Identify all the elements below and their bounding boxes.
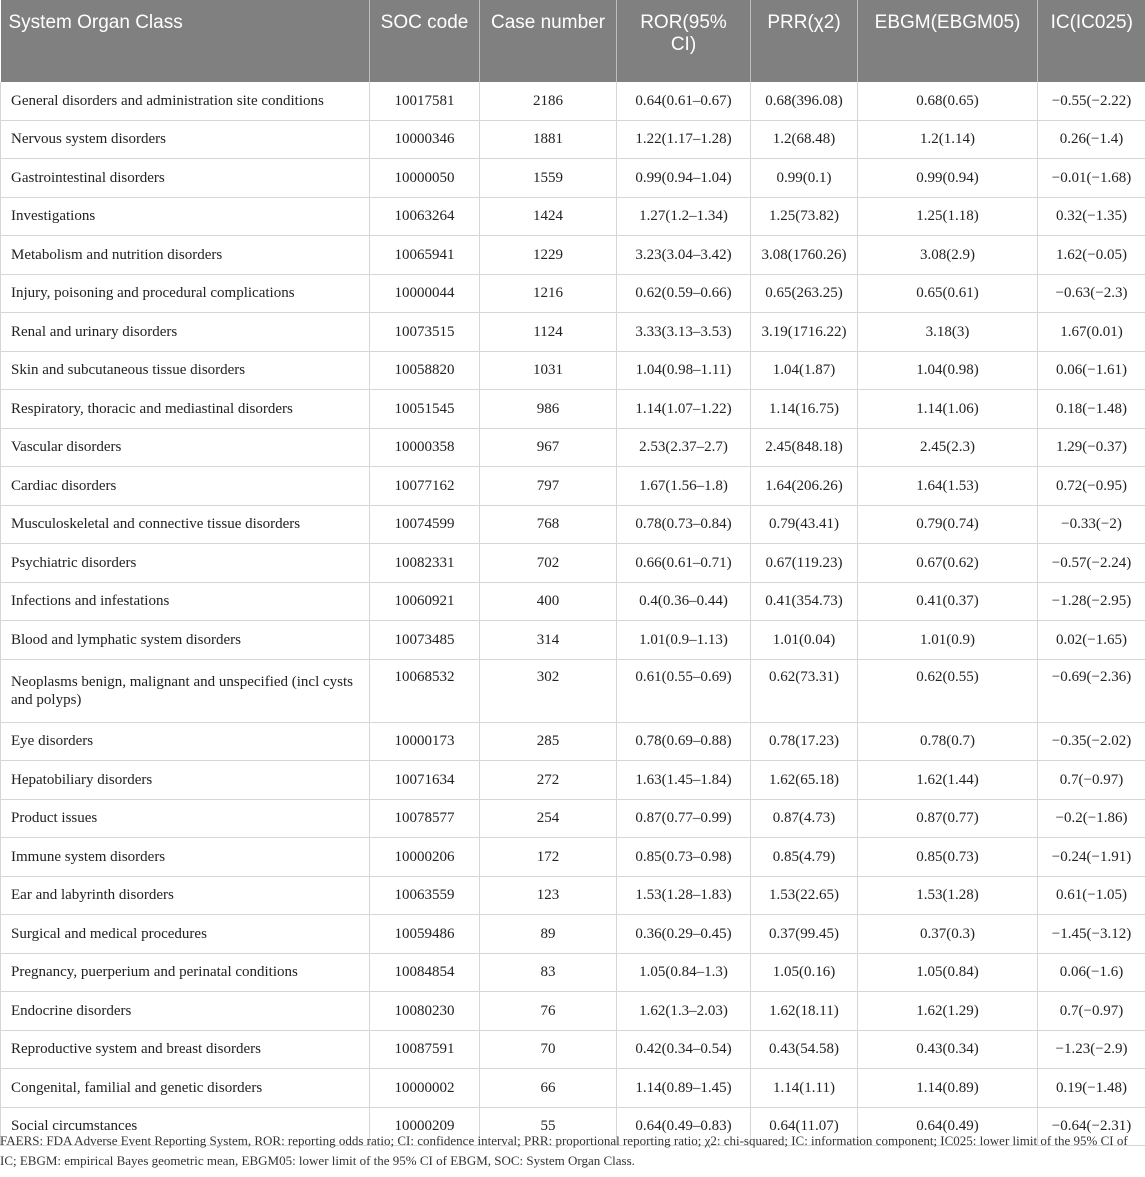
soc-name-cell: Musculoskeletal and connective tissue disorders (1, 505, 370, 544)
soc-name-cell: Infections and infestations (1, 582, 370, 621)
ic-cell: 0.26(−1.4) (1038, 120, 1145, 159)
soc-code-cell: 10059486 (370, 915, 480, 954)
table-row (1, 467, 1145, 506)
ic-cell: −1.23(−2.9) (1038, 1030, 1145, 1069)
table-body (1, 82, 1145, 1146)
ic-cell: −0.63(−2.3) (1038, 274, 1145, 313)
soc-code-cell: 10078577 (370, 799, 480, 838)
prr-cell: 1.05(0.16) (751, 953, 858, 992)
case-number-cell: 70 (480, 1030, 617, 1069)
ebgm-cell: 0.85(0.73) (858, 838, 1038, 877)
ic-cell: 0.02(−1.65) (1038, 621, 1145, 660)
table-row (1, 876, 1145, 915)
soc-name-cell: Surgical and medical procedures (1, 915, 370, 954)
soc-name-cell: Injury, poisoning and procedural complications (1, 274, 370, 313)
ebgm-cell: 0.78(0.7) (858, 722, 1038, 761)
ebgm-cell: 0.99(0.94) (858, 159, 1038, 198)
soc-name-cell: Ear and labyrinth disorders (1, 876, 370, 915)
soc-name-cell: General disorders and administration site conditions (1, 82, 370, 120)
table-row (1, 761, 1145, 800)
ebgm-cell: 3.08(2.9) (858, 236, 1038, 275)
header-row (1, 0, 1145, 82)
ic-cell: −0.33(−2) (1038, 505, 1145, 544)
ebgm-cell: 0.62(0.55) (858, 659, 1038, 722)
soc-name-cell: Reproductive system and breast disorders (1, 1030, 370, 1069)
prr-cell: 3.19(1716.22) (751, 313, 858, 352)
case-number-cell: 272 (480, 761, 617, 800)
case-number-cell: 2186 (480, 82, 617, 120)
ror-cell: 1.53(1.28–1.83) (617, 876, 751, 915)
case-number-cell: 1424 (480, 197, 617, 236)
case-number-cell: 702 (480, 544, 617, 583)
ic-cell: −0.57(−2.24) (1038, 544, 1145, 583)
case-number-cell: 55 (480, 1107, 617, 1146)
soc-code-cell: 10074599 (370, 505, 480, 544)
ebgm-cell: 1.04(0.98) (858, 351, 1038, 390)
table-row (1, 120, 1145, 159)
soc-code-cell: 10000044 (370, 274, 480, 313)
soc-name-cell: Neoplasms benign, malignant and unspecified (incl cysts and polyps) (1, 659, 370, 722)
ebgm-cell: 2.45(2.3) (858, 428, 1038, 467)
soc-code-cell: 10017581 (370, 82, 480, 120)
header-ebgm: EBGM(EBGM05) (858, 0, 1038, 82)
soc-code-cell: 10071634 (370, 761, 480, 800)
header-prr: PRR(χ2) (751, 0, 858, 82)
ic-cell: −0.01(−1.68) (1038, 159, 1145, 198)
ebgm-cell: 1.53(1.28) (858, 876, 1038, 915)
soc-name-cell: Investigations (1, 197, 370, 236)
ic-cell: 1.29(−0.37) (1038, 428, 1145, 467)
table-row (1, 390, 1145, 429)
ic-cell: 0.72(−0.95) (1038, 467, 1145, 506)
case-number-cell: 967 (480, 428, 617, 467)
table-row (1, 1030, 1145, 1069)
prr-cell: 1.62(18.11) (751, 992, 858, 1031)
ebgm-cell: 0.79(0.74) (858, 505, 1038, 544)
ebgm-cell: 0.67(0.62) (858, 544, 1038, 583)
case-number-cell: 1881 (480, 120, 617, 159)
soc-code-cell: 10000209 (370, 1107, 480, 1146)
ror-cell: 0.78(0.69–0.88) (617, 722, 751, 761)
header-system-organ-class: System Organ Class (1, 0, 370, 82)
soc-name-cell: Gastrointestinal disorders (1, 159, 370, 198)
soc-name-cell: Social circumstances (1, 1107, 370, 1146)
soc-code-cell: 10084854 (370, 953, 480, 992)
ror-cell: 3.33(3.13–3.53) (617, 313, 751, 352)
ic-cell: −0.69(−2.36) (1038, 659, 1145, 722)
prr-cell: 0.67(119.23) (751, 544, 858, 583)
ebgm-cell: 1.64(1.53) (858, 467, 1038, 506)
soc-name-cell: Eye disorders (1, 722, 370, 761)
header-case-number: Case number (480, 0, 617, 82)
soc-name-cell: Metabolism and nutrition disorders (1, 236, 370, 275)
ebgm-cell: 0.68(0.65) (858, 82, 1038, 120)
ror-cell: 0.61(0.55–0.69) (617, 659, 751, 722)
ebgm-cell: 1.62(1.44) (858, 761, 1038, 800)
ic-cell: 0.7(−0.97) (1038, 761, 1145, 800)
ic-cell: −0.64(−2.31) (1038, 1107, 1145, 1146)
soc-code-cell: 10073485 (370, 621, 480, 660)
case-number-cell: 76 (480, 992, 617, 1031)
ebgm-cell: 1.2(1.14) (858, 120, 1038, 159)
soc-code-cell: 10000173 (370, 722, 480, 761)
ebgm-cell: 1.05(0.84) (858, 953, 1038, 992)
ror-cell: 1.62(1.3–2.03) (617, 992, 751, 1031)
case-number-cell: 172 (480, 838, 617, 877)
ebgm-cell: 0.43(0.34) (858, 1030, 1038, 1069)
prr-cell: 0.68(396.08) (751, 82, 858, 120)
ror-cell: 3.23(3.04–3.42) (617, 236, 751, 275)
ror-cell: 0.36(0.29–0.45) (617, 915, 751, 954)
case-number-cell: 314 (480, 621, 617, 660)
ror-cell: 0.99(0.94–1.04) (617, 159, 751, 198)
ebgm-cell: 1.62(1.29) (858, 992, 1038, 1031)
header-soc-code: SOC code (370, 0, 480, 82)
ic-cell: −1.28(−2.95) (1038, 582, 1145, 621)
soc-code-cell: 10000346 (370, 120, 480, 159)
table-row (1, 1069, 1145, 1108)
table-row (1, 236, 1145, 275)
prr-cell: 0.87(4.73) (751, 799, 858, 838)
ror-cell: 0.4(0.36–0.44) (617, 582, 751, 621)
ebgm-cell: 0.64(0.49) (858, 1107, 1038, 1146)
table-header (1, 0, 1145, 82)
soc-code-cell: 10063264 (370, 197, 480, 236)
ic-cell: 0.7(−0.97) (1038, 992, 1145, 1031)
case-number-cell: 123 (480, 876, 617, 915)
soc-name-cell: Endocrine disorders (1, 992, 370, 1031)
case-number-cell: 986 (480, 390, 617, 429)
ic-cell: 0.19(−1.48) (1038, 1069, 1145, 1108)
case-number-cell: 1229 (480, 236, 617, 275)
table-row (1, 428, 1145, 467)
soc-code-cell: 10000358 (370, 428, 480, 467)
soc-name-cell: Immune system disorders (1, 838, 370, 877)
prr-cell: 1.64(206.26) (751, 467, 858, 506)
table-row (1, 351, 1145, 390)
prr-cell: 1.25(73.82) (751, 197, 858, 236)
table-row (1, 197, 1145, 236)
prr-cell: 1.14(16.75) (751, 390, 858, 429)
prr-cell: 0.64(11.07) (751, 1107, 858, 1146)
prr-cell: 1.62(65.18) (751, 761, 858, 800)
case-number-cell: 1124 (480, 313, 617, 352)
ror-cell: 1.22(1.17–1.28) (617, 120, 751, 159)
table-row (1, 992, 1145, 1031)
table-row (1, 722, 1145, 761)
ror-cell: 2.53(2.37–2.7) (617, 428, 751, 467)
prr-cell: 0.79(43.41) (751, 505, 858, 544)
ror-cell: 0.87(0.77–0.99) (617, 799, 751, 838)
prr-cell: 0.43(54.58) (751, 1030, 858, 1069)
ebgm-cell: 0.37(0.3) (858, 915, 1038, 954)
ror-cell: 1.67(1.56–1.8) (617, 467, 751, 506)
ic-cell: 0.06(−1.61) (1038, 351, 1145, 390)
ic-cell: −0.35(−2.02) (1038, 722, 1145, 761)
case-number-cell: 1559 (480, 159, 617, 198)
soc-code-cell: 10073515 (370, 313, 480, 352)
soc-name-cell: Nervous system disorders (1, 120, 370, 159)
ebgm-cell: 1.14(0.89) (858, 1069, 1038, 1108)
ror-cell: 1.27(1.2–1.34) (617, 197, 751, 236)
table-row (1, 838, 1145, 877)
prr-cell: 0.65(263.25) (751, 274, 858, 313)
table-row (1, 659, 1145, 722)
soc-code-cell: 10077162 (370, 467, 480, 506)
ror-cell: 0.78(0.73–0.84) (617, 505, 751, 544)
table-row (1, 159, 1145, 198)
soc-name-cell: Skin and subcutaneous tissue disorders (1, 351, 370, 390)
prr-cell: 1.53(22.65) (751, 876, 858, 915)
prr-cell: 0.62(73.31) (751, 659, 858, 722)
ror-cell: 1.04(0.98–1.11) (617, 351, 751, 390)
case-number-cell: 285 (480, 722, 617, 761)
ror-cell: 1.14(1.07–1.22) (617, 390, 751, 429)
soc-name-cell: Pregnancy, puerperium and perinatal conditions (1, 953, 370, 992)
table-row (1, 274, 1145, 313)
case-number-cell: 1031 (480, 351, 617, 390)
ic-cell: 1.62(−0.05) (1038, 236, 1145, 275)
soc-code-cell: 10000206 (370, 838, 480, 877)
table-row (1, 915, 1145, 954)
table-row (1, 582, 1145, 621)
ic-cell: 0.18(−1.48) (1038, 390, 1145, 429)
soc-code-cell: 10058820 (370, 351, 480, 390)
ic-cell: 1.67(0.01) (1038, 313, 1145, 352)
soc-name-cell: Blood and lymphatic system disorders (1, 621, 370, 660)
prr-cell: 3.08(1760.26) (751, 236, 858, 275)
ebgm-cell: 1.25(1.18) (858, 197, 1038, 236)
ic-cell: 0.61(−1.05) (1038, 876, 1145, 915)
soc-code-cell: 10000050 (370, 159, 480, 198)
prr-cell: 1.14(1.11) (751, 1069, 858, 1108)
soc-code-cell: 10087591 (370, 1030, 480, 1069)
case-number-cell: 254 (480, 799, 617, 838)
soc-code-cell: 10051545 (370, 390, 480, 429)
case-number-cell: 1216 (480, 274, 617, 313)
case-number-cell: 302 (480, 659, 617, 722)
soc-name-cell: Hepatobiliary disorders (1, 761, 370, 800)
ebgm-cell: 3.18(3) (858, 313, 1038, 352)
table-row (1, 313, 1145, 352)
ic-cell: −1.45(−3.12) (1038, 915, 1145, 954)
prr-cell: 0.41(354.73) (751, 582, 858, 621)
prr-cell: 2.45(848.18) (751, 428, 858, 467)
ror-cell: 0.42(0.34–0.54) (617, 1030, 751, 1069)
ror-cell: 0.64(0.49–0.83) (617, 1107, 751, 1146)
ic-cell: 0.06(−1.6) (1038, 953, 1145, 992)
header-ror: ROR(95% CI) (617, 0, 751, 82)
ic-cell: −0.2(−1.86) (1038, 799, 1145, 838)
case-number-cell: 400 (480, 582, 617, 621)
prr-cell: 0.99(0.1) (751, 159, 858, 198)
ebgm-cell: 1.01(0.9) (858, 621, 1038, 660)
ror-cell: 0.62(0.59–0.66) (617, 274, 751, 313)
header-ic: IC(IC025) (1038, 0, 1145, 82)
prr-cell: 0.78(17.23) (751, 722, 858, 761)
prr-cell: 1.04(1.87) (751, 351, 858, 390)
soc-code-cell: 10000002 (370, 1069, 480, 1108)
ror-cell: 1.63(1.45–1.84) (617, 761, 751, 800)
soc-code-cell: 10068532 (370, 659, 480, 722)
case-number-cell: 83 (480, 953, 617, 992)
soc-name-cell: Congenital, familial and genetic disorders (1, 1069, 370, 1108)
prr-cell: 1.01(0.04) (751, 621, 858, 660)
table-row (1, 621, 1145, 660)
case-number-cell: 768 (480, 505, 617, 544)
soc-code-cell: 10065941 (370, 236, 480, 275)
ebgm-cell: 0.41(0.37) (858, 582, 1038, 621)
ror-cell: 0.64(0.61–0.67) (617, 82, 751, 120)
soc-name-cell: Product issues (1, 799, 370, 838)
prr-cell: 0.37(99.45) (751, 915, 858, 954)
soc-code-cell: 10082331 (370, 544, 480, 583)
soc-name-cell: Respiratory, thoracic and mediastinal disorders (1, 390, 370, 429)
ic-cell: 0.32(−1.35) (1038, 197, 1145, 236)
prr-cell: 1.2(68.48) (751, 120, 858, 159)
prr-cell: 0.85(4.79) (751, 838, 858, 877)
ror-cell: 0.85(0.73–0.98) (617, 838, 751, 877)
soc-name-cell: Renal and urinary disorders (1, 313, 370, 352)
soc-code-cell: 10060921 (370, 582, 480, 621)
table-row (1, 953, 1145, 992)
soc-code-cell: 10080230 (370, 992, 480, 1031)
table-row (1, 505, 1145, 544)
ic-cell: −0.24(−1.91) (1038, 838, 1145, 877)
case-number-cell: 66 (480, 1069, 617, 1108)
table-row (1, 544, 1145, 583)
case-number-cell: 797 (480, 467, 617, 506)
soc-name-cell: Psychiatric disorders (1, 544, 370, 583)
ror-cell: 1.01(0.9–1.13) (617, 621, 751, 660)
case-number-cell: 89 (480, 915, 617, 954)
ebgm-cell: 0.65(0.61) (858, 274, 1038, 313)
ror-cell: 1.14(0.89–1.45) (617, 1069, 751, 1108)
ror-cell: 0.66(0.61–0.71) (617, 544, 751, 583)
ebgm-cell: 0.87(0.77) (858, 799, 1038, 838)
table-row (1, 799, 1145, 838)
soc-name-cell: Vascular disorders (1, 428, 370, 467)
ebgm-cell: 1.14(1.06) (858, 390, 1038, 429)
soc-name-cell: Cardiac disorders (1, 467, 370, 506)
table-footnote: FAERS: FDA Adverse Event Reporting System, ROR: reporting odds ratio; CI: confidence interval; PRR: proportional reporting ratio; χ2: chi-squared; IC: information component; IC025: lower limit of the 95% CI of IC; EBGM: empirical Bayes geometric mean, EBGM05: lower limit of the 95% CI of EBGM, SOC: System Organ Class. (0, 1133, 1128, 1168)
soc-code-cell: 10063559 (370, 876, 480, 915)
ror-cell: 1.05(0.84–1.3) (617, 953, 751, 992)
table-row (1, 82, 1145, 120)
ic-cell: −0.55(−2.22) (1038, 82, 1145, 120)
